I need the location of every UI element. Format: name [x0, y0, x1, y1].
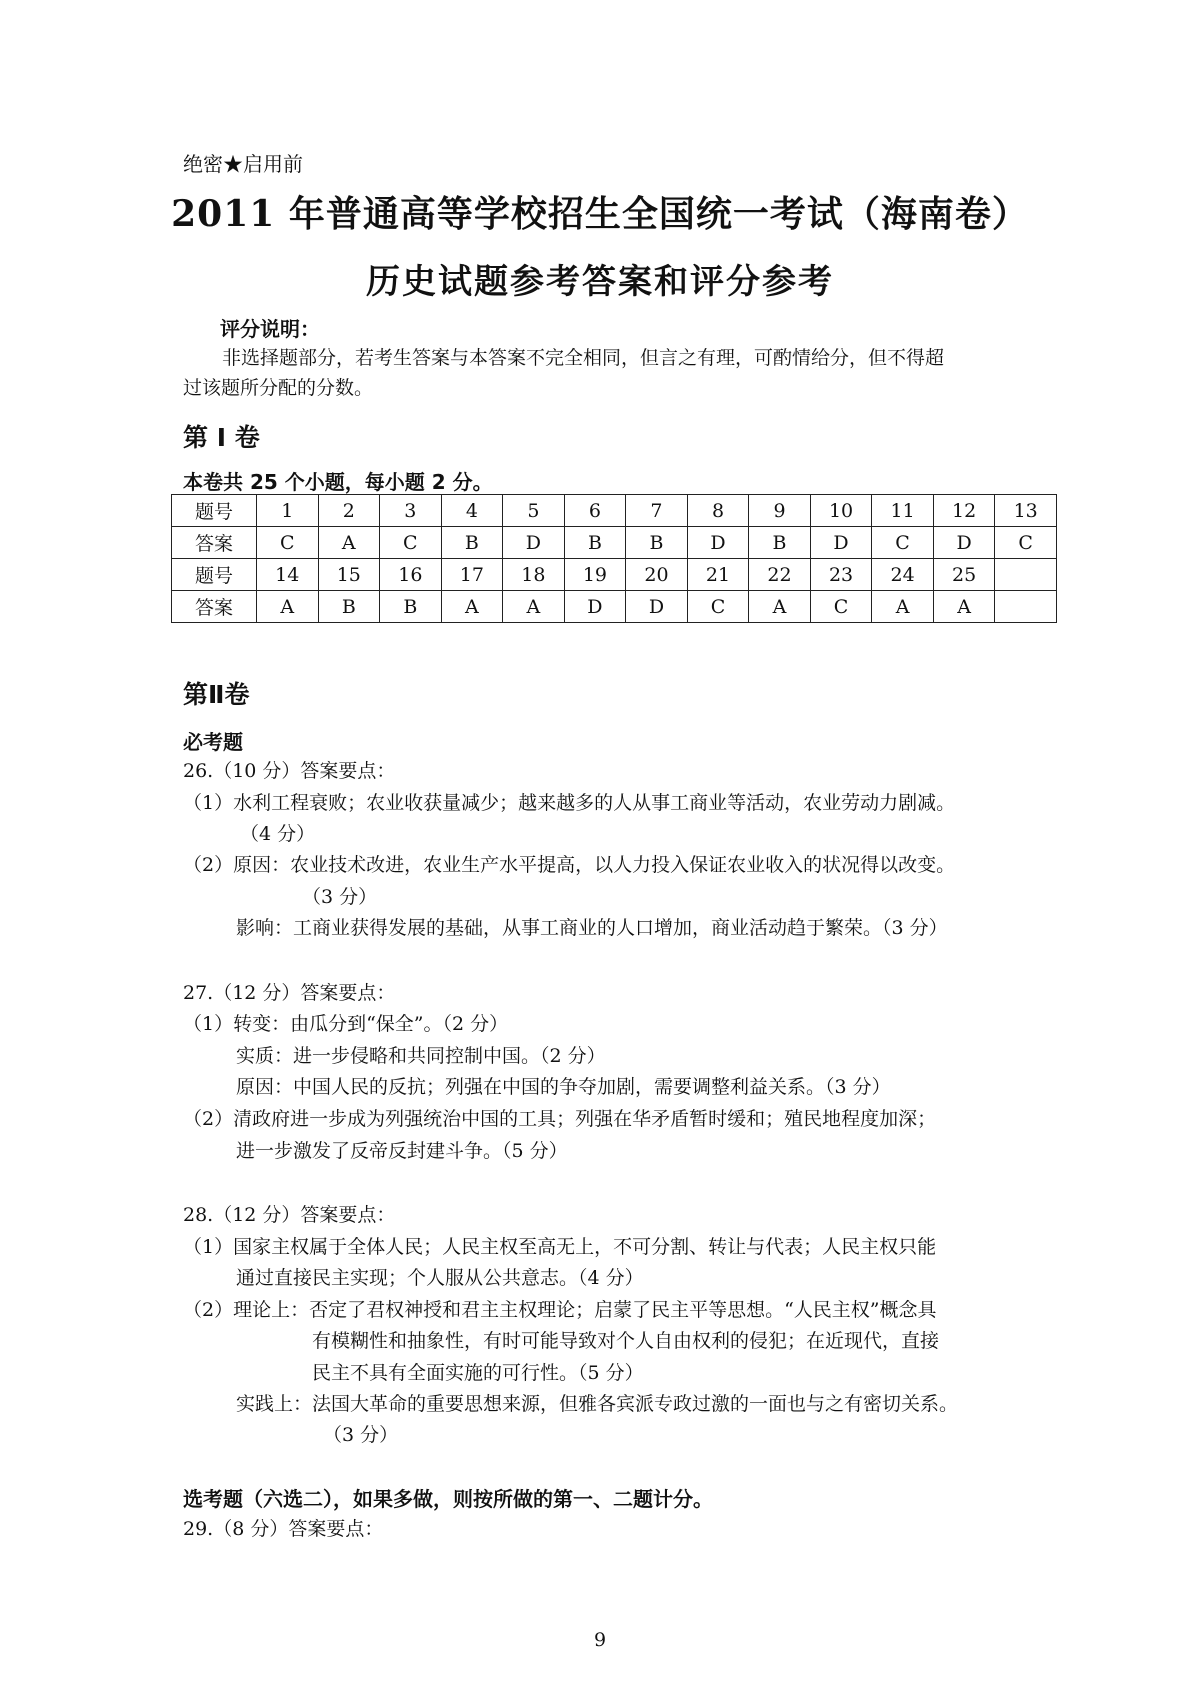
table-cell: C	[995, 527, 1057, 559]
q28-title: 28.（12 分）答案要点：	[183, 1204, 396, 1226]
table-cell: B	[318, 591, 380, 623]
table-row	[172, 495, 1057, 527]
q28-line: （1）国家主权属于全体人民；人民主权至高无上，不可分割、转让与代表；人民主权只能	[183, 1236, 937, 1258]
table-cell: D	[564, 591, 626, 623]
table-cell: A	[872, 591, 934, 623]
q27-title: 27.（12 分）答案要点：	[183, 982, 396, 1004]
q28-line: （2）理论上：否定了君权神授和君主主权理论；启蒙了民主平等思想。“人民主权”概念具	[183, 1299, 937, 1321]
table-cell: 1	[257, 495, 319, 527]
table-cell: 23	[810, 559, 872, 591]
table-row-label: 题号	[172, 495, 257, 527]
table-cell: 9	[749, 495, 811, 527]
q26-line: （4 分）	[240, 823, 316, 845]
q28-line: （3 分）	[323, 1424, 399, 1446]
q28-line: 民主不具有全面实施的可行性。（5 分）	[312, 1362, 644, 1384]
required-heading: 必考题	[183, 730, 243, 754]
q29-title: 29.（8 分）答案要点：	[183, 1518, 384, 1540]
table-cell: A	[318, 527, 380, 559]
table-row-label: 答案	[172, 527, 257, 559]
table-cell: C	[380, 527, 442, 559]
q26-title: 26.（10 分）答案要点：	[183, 760, 396, 782]
table-cell: 15	[318, 559, 380, 591]
table-cell: 11	[872, 495, 934, 527]
table-cell: C	[872, 527, 934, 559]
table-cell: D	[626, 591, 688, 623]
q27-line: 原因：中国人民的反抗；列强在中国的争夺加剧，需要调整利益关系。（3 分）	[236, 1076, 891, 1098]
table-row-label: 答案	[172, 591, 257, 623]
table-cell: 16	[380, 559, 442, 591]
answer-table	[171, 494, 1057, 623]
part1-heading: 第 I 卷	[183, 423, 260, 452]
elective-heading: 选考题（六选二），如果多做，则按所做的第一、二题计分。	[183, 1487, 713, 1511]
page-number: 9	[593, 1629, 607, 1651]
table-cell: A	[933, 591, 995, 623]
table-cell: 20	[626, 559, 688, 591]
exam-title: 2011 年普通高等学校招生全国统一考试（海南卷）	[171, 193, 1029, 235]
table-cell: 19	[564, 559, 626, 591]
q28-line: 有模糊性和抽象性，有时可能导致对个人自由权利的侵犯；在近现代，直接	[312, 1330, 940, 1352]
table-cell: 17	[441, 559, 503, 591]
q28-line: 通过直接民主实现；个人服从公共意志。（4 分）	[236, 1267, 644, 1289]
table-cell: 21	[687, 559, 749, 591]
table-cell: D	[810, 527, 872, 559]
table-row-label: 题号	[172, 559, 257, 591]
table-cell: D	[933, 527, 995, 559]
table-cell: A	[441, 591, 503, 623]
table-cell: D	[687, 527, 749, 559]
table-cell: C	[687, 591, 749, 623]
table-cell: A	[749, 591, 811, 623]
confidential-label: 绝密★启用前	[183, 152, 303, 176]
q28-line: 实践上：法国大革命的重要思想来源，但雅各宾派专政过激的一面也与之有密切关系。	[236, 1393, 959, 1415]
table-cell: C	[257, 527, 319, 559]
scoring-note-title: 评分说明：	[220, 317, 320, 341]
table-cell: 18	[503, 559, 565, 591]
table-cell: 10	[810, 495, 872, 527]
table-cell: A	[503, 591, 565, 623]
table-cell	[995, 559, 1057, 591]
table-cell: C	[810, 591, 872, 623]
table-cell: D	[503, 527, 565, 559]
table-cell: B	[380, 591, 442, 623]
table-cell: 5	[503, 495, 565, 527]
q26-line: （1）水利工程衰败；农业收获量减少；越来越多的人从事工商业等活动，农业劳动力剧减。	[183, 792, 956, 814]
table-cell: 3	[380, 495, 442, 527]
table-cell: 4	[441, 495, 503, 527]
part1-subheading: 本卷共 25 个小题，每小题 2 分。	[183, 470, 493, 494]
table-cell: 2	[318, 495, 380, 527]
q27-line: （1）转变：由瓜分到“保全”。（2 分）	[183, 1013, 509, 1035]
table-cell: 24	[872, 559, 934, 591]
table-cell: 7	[626, 495, 688, 527]
q27-line: （2）清政府进一步成为列强统治中国的工具；列强在华矛盾暂时缓和；殖民地程度加深；	[183, 1108, 937, 1130]
table-cell: B	[441, 527, 503, 559]
table-cell: B	[564, 527, 626, 559]
document-subtitle: 历史试题参考答案和评分参考	[366, 262, 834, 302]
table-row	[172, 527, 1057, 559]
table-cell: 22	[749, 559, 811, 591]
table-cell: 6	[564, 495, 626, 527]
scoring-note-line: 非选择题部分，若考生答案与本答案不完全相同，但言之有理，可酌情给分，但不得超	[222, 347, 945, 369]
q26-line: 影响：工商业获得发展的基础，从事工商业的人口增加，商业活动趋于繁荣。（3 分）	[236, 917, 948, 939]
table-cell: B	[749, 527, 811, 559]
table-cell: 12	[933, 495, 995, 527]
table-cell: 13	[995, 495, 1057, 527]
part2-heading: 第Ⅱ卷	[183, 680, 250, 709]
table-cell: 14	[257, 559, 319, 591]
table-cell: 8	[687, 495, 749, 527]
q26-line: （2）原因：农业技术改进，农业生产水平提高，以人力投入保证农业收入的状况得以改变。	[183, 854, 956, 876]
q27-line: 实质：进一步侵略和共同控制中国。（2 分）	[236, 1045, 606, 1067]
table-row	[172, 591, 1057, 623]
table-cell: B	[626, 527, 688, 559]
table-cell	[995, 591, 1057, 623]
table-row	[172, 559, 1057, 591]
table-cell: A	[257, 591, 319, 623]
table-cell: 25	[933, 559, 995, 591]
q26-line: （3 分）	[302, 886, 378, 908]
scoring-note-line: 过该题所分配的分数。	[183, 377, 374, 399]
q27-line: 进一步激发了反帝反封建斗争。（5 分）	[236, 1140, 568, 1162]
